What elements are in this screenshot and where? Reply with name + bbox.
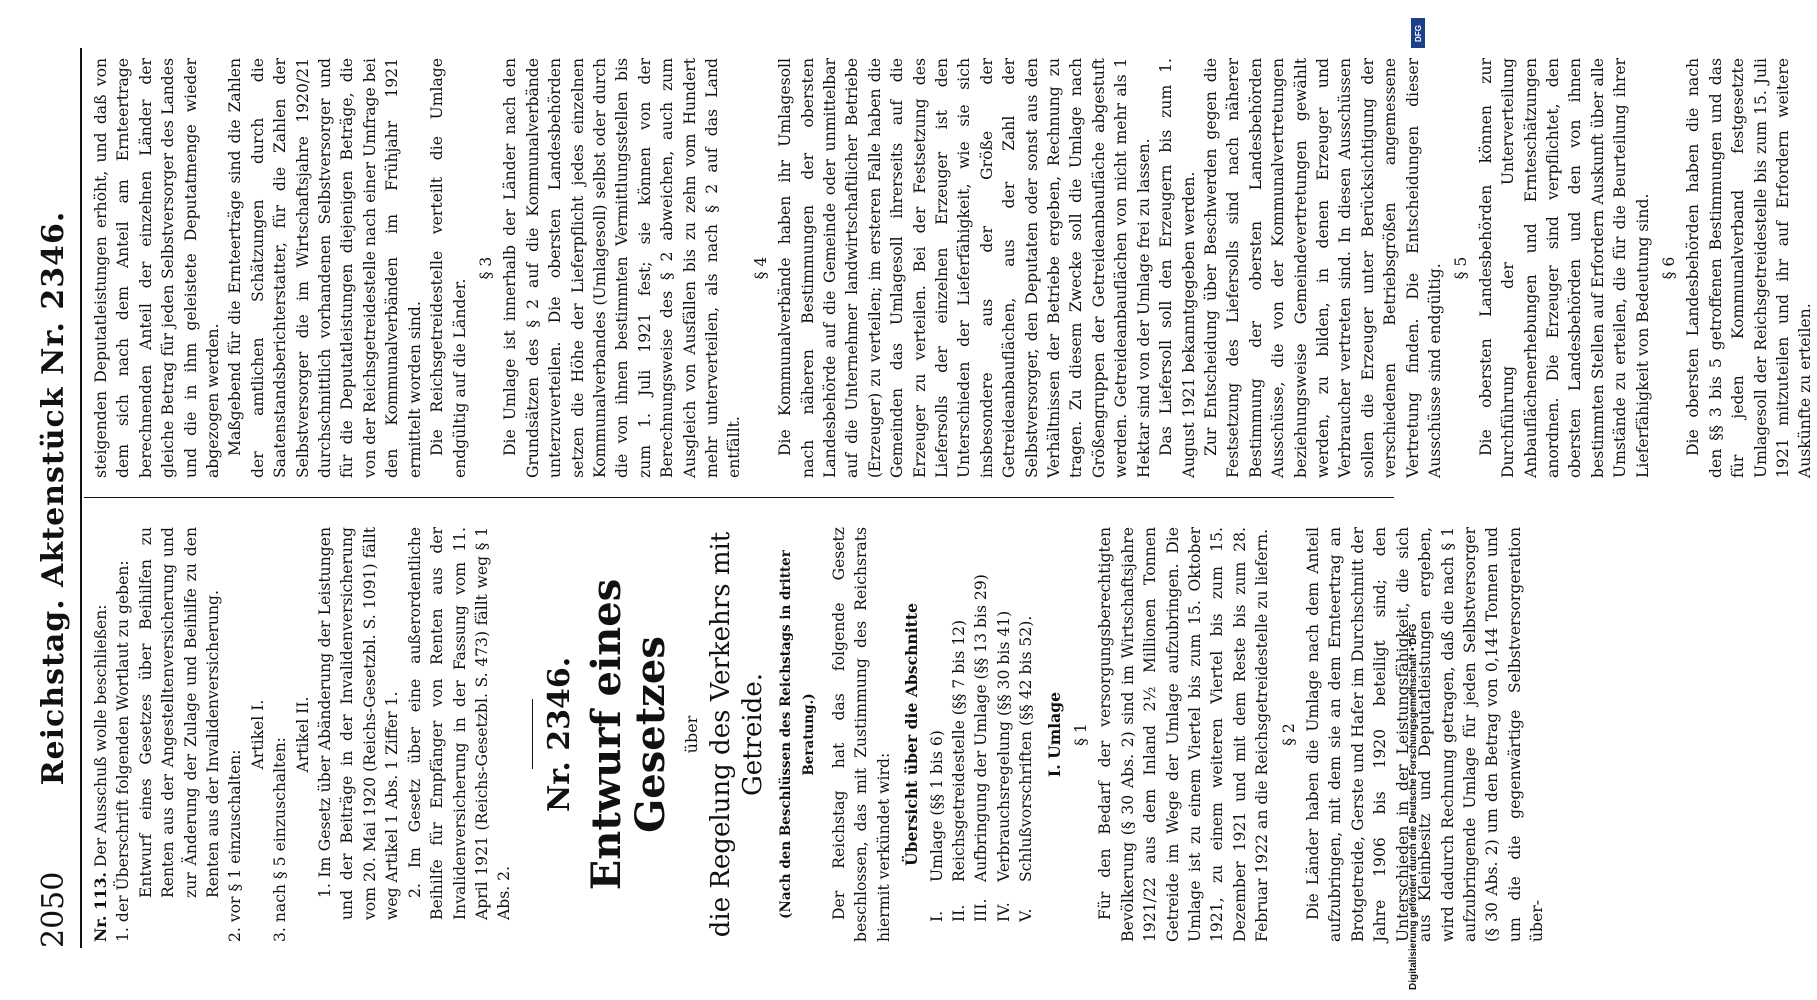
paragraph-2-heading: § 2 xyxy=(1279,723,1298,746)
paragraph-5-heading: § 5 xyxy=(1452,256,1471,280)
toc-label: Verbrauchsregelung (§§ 30 bis 41) xyxy=(994,610,1013,882)
section-divider xyxy=(532,700,533,770)
beschluss-note: (Nach den Beschlüssen des Reichstags in dritter Beratung.) xyxy=(778,550,817,919)
left-column xyxy=(90,527,1549,942)
item3-number: 3. xyxy=(271,927,290,942)
massgebend-paragraph: Maßgebend für die Ernteerträge sind die Zahlen der amtlichen Schätzungen durch die Saatenstandsberichterstatter, für die Zahlen der Selbstversorger die im Wirtschaftsjahre 1920/21 durchschnittlich vorhandenen Selbstversorger und für die Deputatleistungen diejenigen Beträge, die von der Reichsgetreidestelle nach einer Umfrage bei den Kommunalverbänden im Frühjahr 1921 ermittelt worden sind. xyxy=(226,58,424,478)
intro-paragraph: Der Reichstag hat das folgende Gesetz beschlossen, das mit Zustimmung des Reichsrats hiermit verkündet wird: xyxy=(829,527,893,942)
paragraph-6-heading: § 6 xyxy=(1660,256,1679,280)
section-umlage-heading: I. Umlage xyxy=(1044,691,1064,778)
item3-text: nach § 5 einzuschalten: xyxy=(271,737,290,923)
paragraph-4-text: Die Kommunalverbände haben ihr Umlagesoll nach näheren Bestimmungen der obersten Landesbehörde auf die Gemeinde oder unmittelbar auf die Unternehmer landwirtschaftlicher Betriebe (Erzeuger) zu verteilen; im ersteren Falle haben die Gemeinden das Umlagesoll ihrerseits auf die Erzeuger zu verteilen. Bei der Festsetzung des Liefersolls der einzelnen Erzeuger ist den Unterschieden der Lieferfähigkeit, wie sie sich insbesondere aus der Größe der Getreideanbauflächen, aus der Zahl der Selbstversorger, den Deputaten oder sonst aus den Verhältnissen der Betriebe ergeben, Rechnung zu tragen. Zu diesem Zwecke soll die Umlage nach Größengruppen der Getreideanbaufläche abgestuft werden. Getreideanbauflächen von nicht mehr als 1 Hektar sind von der Umlage frei zu lassen. xyxy=(776,58,1153,478)
artikel-1: Artikel I. xyxy=(248,699,267,770)
toc-label: Schlußvorschriften (§§ 42 bis 52). xyxy=(1017,615,1036,882)
toc-roman: I. xyxy=(927,910,946,922)
table-of-sections xyxy=(926,527,1038,942)
toc-item xyxy=(970,527,992,922)
artikel-2: Artikel II. xyxy=(293,696,312,773)
paragraph-5-text: Die obersten Landesbehörden können zur Durchführung der Unterverteilung Anbauflächenerhebungen und Ernteschätzungen anordnen. Die Erzeuger sind verpflichtet, den obersten Landesbehörden und den von ihnen bestimmten Stellen auf Erfordern Auskunft über alle Umstände zu erteilen, die für die Beurteilung ihrer Lieferfähigkeit von Bedeutung sind. xyxy=(1476,58,1652,478)
document-subtitle: die Regelung des Verkehrs mit Getreide. xyxy=(706,531,769,938)
toc-roman: III. xyxy=(972,898,991,922)
toc-item xyxy=(948,527,970,922)
paragraph-1-heading: § 1 xyxy=(1072,723,1090,746)
verteilung-paragraph: Die Reichsgetreidestelle verteilt die Umlage endgültig auf die Länder. xyxy=(428,58,469,478)
digitization-credit: Digitalisierung gefördert durch die Deutsche Forschungsgemeinschaft • DFG xyxy=(1408,623,1419,990)
column-rule xyxy=(84,497,1394,498)
toc-item xyxy=(926,527,948,922)
toc-roman: IV. xyxy=(994,902,1013,922)
page-header xyxy=(36,48,76,948)
paragraph-1-text: Für den Bedarf der versorgungsberechtigten Bevölkerung (§ 30 Abs. 2) sind im Wirtschaftsjahre 1921/22 aus dem Inland 2½ Millionen Tonnen Getreide im Wege der Umlage aufzubringen. Die Umlage ist zu einem Viertel bis zum 15. Oktober 1921, zu einem weiteren Viertel bis zum 15. Dezember 1921 und mit dem Reste bis zum 28. Februar 1922 an die Reichsgetreidestelle zu liefern. xyxy=(1096,527,1272,942)
artikel-2-para-2: 2. Im Gesetz über eine außerordentliche Beihilfe für Empfänger von Renten aus der Invalidenversicherung in der Fassung vom 11. April 1921 (Reichs-Gesetzbl. S. 473) fällt weg § 1 Abs. 2. xyxy=(405,527,514,920)
running-title: Reichstag. Aktenstück Nr. 2346. xyxy=(36,210,71,786)
toc-label: Aufbringung der Umlage (§§ 13 bis 29) xyxy=(972,574,991,882)
paragraph-3-heading: § 3 xyxy=(476,256,495,280)
toc-item xyxy=(1015,527,1037,922)
toc-heading: Übersicht über die Abschnitte xyxy=(902,603,922,866)
nr113-text: Der Ausschuß wolle beschließen: xyxy=(92,604,110,868)
toc-label: Umlage (§§ 1 bis 6) xyxy=(927,730,946,882)
toc-roman: II. xyxy=(949,904,968,922)
title-ueber: über xyxy=(681,715,701,754)
nr113-heading: Nr. 113. xyxy=(91,872,110,942)
item1-text: der Überschrift folgenden Wortlaut zu geben: xyxy=(114,560,133,923)
toc-item xyxy=(993,527,1015,922)
paragraph-4-heading: § 4 xyxy=(751,256,770,280)
dfg-logo-text: DFG xyxy=(1413,24,1423,42)
header-rule xyxy=(80,48,82,948)
item1-number: 1. xyxy=(114,927,133,942)
paragraph-4-text-2: Das Liefersoll soll den Erzeugern bis zum 1. August 1921 bekanntgegeben werden. xyxy=(1157,58,1198,478)
paragraph-3-text: Die Umlage ist innerhalb der Länder nach den Grundsätzen des § 2 auf die Kommunalverbände unterzuverteilen. Die obersten Landesbehörden setzen die Höhe der Lieferpflicht jedes einzelnen Kommunalverbandes (Umlagesoll) selbst oder durch die von ihnen bestimmten Vermittlungsstellen bis zum 1. Juli 1921 fest; sie können von der Berechnungsweise des § 2 abweichen, auch zum Ausgleich von Ausfällen bis zu zehn vom Hundert mehr unterverteilen, als nach § 2 auf das Land entfällt. xyxy=(501,58,744,478)
continuation-paragraph: steigenden Deputatleistungen erhöht, und daß von dem sich nach dem Anteil am Ernteertrage berechnenden Anteil der einzelnen Länder der gleiche Betrag für jeden Selbstversorger des Landes und die in ihm geleistete Deputatmenge wieder abgezogen werden. xyxy=(92,58,223,478)
page-number: 2050 xyxy=(36,871,71,948)
item1-quote: Entwurf eines Gesetzes über Beihilfen zu Renten aus der Angestelltenversicherung und zur Änderung der Zulage und Beihilfe zu den Renten aus der Invalidenversicherung. xyxy=(136,527,223,898)
digitization-credit-strip xyxy=(1403,10,1434,990)
document-title: Entwurf eines Gesetzes xyxy=(582,578,674,891)
item2-number: 2. xyxy=(226,927,245,942)
item2-text: vor § 1 einzuschalten: xyxy=(226,749,245,923)
paragraph-4-text-3: Zur Entscheidung über Beschwerden gegen die Festsetzung des Liefersolls sind nach näherer Bestimmung der obersten Landesbehörden Ausschüsse, die von der Kommunalvertretungen beziehungsweise Gemeindevertretungen gewählt werden, zu bilden, in denen Erzeuger und Verbraucher vertreten sind. In diesen Ausschüssen sollen die Erzeuger unter Berücksichtigung der verschiedenen Betriebsgrößen angemessene Vertretung finden. Die Entscheidungen dieser Ausschüsse sind endgültig. xyxy=(1201,58,1444,478)
toc-label: Reichsgetreidestelle (§§ 7 bis 12) xyxy=(949,619,968,882)
paragraph-2-text: Die Länder haben die Umlage nach dem Anteil aufzubringen, mit dem sie an dem Ernteertrag an Brotgetreide, Gerste und Hafer im Durchschnitt der Jahre 1906 bis 1920 beteiligt sind; den Unterschieden in der Leistungsfähigkeit, die sich aus Kleinbesitz und Deputatleistungen ergeben, wird dadurch Rechnung getragen, daß die nach § 1 aufzubringende Umlage für jeden Selbstversorger (§ 30 Abs. 2) um den Betrag von 0,144 Tonnen und um die die gegenwärtige Selbstversorgeration über- xyxy=(1304,527,1547,942)
toc-roman: V. xyxy=(1017,908,1036,922)
document-number: Nr. 2346. xyxy=(541,656,577,813)
paragraph-6-text: Die obersten Landesbehörden haben die nach den §§ 3 bis 5 getroffenen Bestimmungen und das für jeden Kommunalverband festgesetzte Umlagesoll der Reichsgetreidestelle bis zum 15. Juli 1921 mitzuteilen und ihr auf Erfordern weitere Auskünfte zu erteilen. xyxy=(1684,58,1815,478)
artikel-2-para-1: 1. Im Gesetz über Abänderung der Leistungen und der Beiträge in der Invalidenversicherung vom 20. Mai 1920 (Reichs-Gesetzbl. S. 1091) fällt weg Artikel 1 Abs. 1 Ziffer 1. xyxy=(316,527,402,920)
right-column xyxy=(90,58,1817,478)
